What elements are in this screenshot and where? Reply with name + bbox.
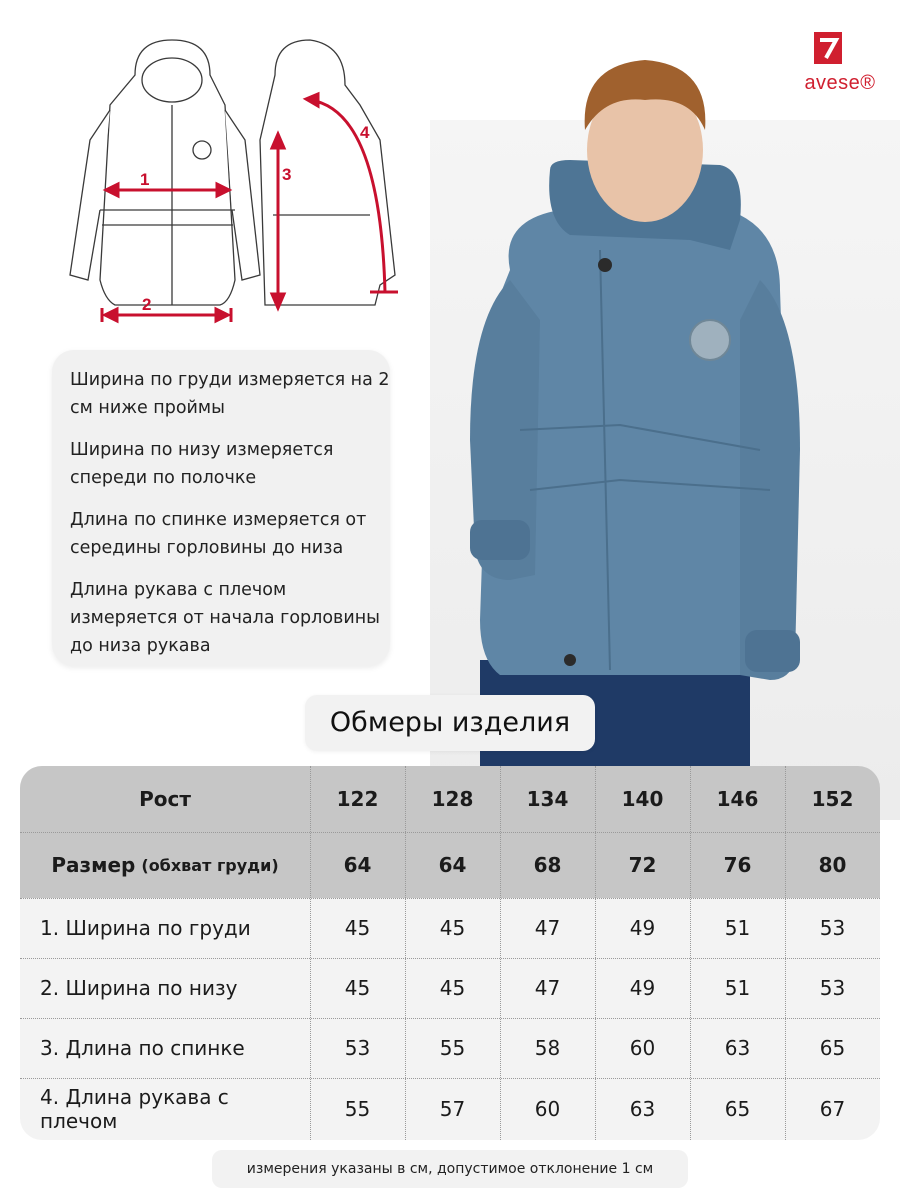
- row-label: 2. Ширина по низу: [40, 976, 238, 1000]
- table-cell: 60: [629, 1036, 656, 1060]
- grid-line: [310, 766, 311, 1140]
- grid-line: [20, 1078, 880, 1079]
- diagram-label-4: 4: [360, 123, 370, 142]
- table-cell: 134: [526, 787, 569, 811]
- table-cell: 51: [724, 916, 751, 940]
- size-label: Размер: [51, 853, 136, 877]
- table-cell: 47: [534, 916, 561, 940]
- table-cell: 53: [819, 916, 846, 940]
- table-cell: 45: [439, 916, 466, 940]
- table-cell: 146: [716, 787, 759, 811]
- product-photo: [440, 20, 820, 780]
- grid-line: [690, 766, 691, 1140]
- table-cell: 60: [534, 1097, 561, 1121]
- table-cell: 140: [621, 787, 664, 811]
- grid-line: [595, 766, 596, 1140]
- grid-line: [500, 766, 501, 1140]
- table-cell: 63: [724, 1036, 751, 1060]
- table-cell: 55: [344, 1097, 371, 1121]
- size-table: [20, 766, 880, 1140]
- table-cell: 49: [629, 976, 656, 1000]
- note-sleeve-length: Длина рукава с плечом измеряется от начала горловины до низа рукава: [70, 580, 380, 656]
- table-cell: 58: [534, 1036, 561, 1060]
- badge-icon: [690, 320, 730, 360]
- table-cell: 55: [439, 1036, 466, 1060]
- table-cell: 45: [439, 976, 466, 1000]
- table-row: [20, 958, 880, 1018]
- diagram-label-3: 3: [282, 165, 292, 184]
- grid-line: [405, 766, 406, 1140]
- brand-logo-icon: [812, 30, 844, 66]
- table-cell: 53: [819, 976, 846, 1000]
- table-cell: 65: [819, 1036, 846, 1060]
- size-sublabel: (обхват груди): [141, 855, 279, 875]
- height-label: Рост: [139, 787, 191, 811]
- size-label-cell: [20, 832, 310, 898]
- table-cell: 80: [818, 853, 847, 877]
- table-cell: 65: [724, 1097, 751, 1121]
- table-cell: 47: [534, 976, 561, 1000]
- measurement-diagram: [60, 30, 420, 340]
- table-cell: 122: [336, 787, 379, 811]
- grid-line: [785, 766, 786, 1140]
- grid-line: [20, 958, 880, 959]
- table-cell: 57: [439, 1097, 466, 1121]
- table-row-height: [20, 766, 880, 832]
- table-row-size: [20, 832, 880, 898]
- table-cell: 68: [533, 853, 562, 877]
- note-chest: Ширина по груди измеряется на 2 см ниже проймы: [70, 370, 390, 418]
- table-cell: 45: [344, 976, 371, 1000]
- grid-line: [20, 832, 880, 833]
- measurement-notes: [52, 350, 390, 666]
- table-cell: 67: [819, 1097, 846, 1121]
- table-cell: 45: [344, 916, 371, 940]
- table-cell: 63: [629, 1097, 656, 1121]
- grid-line: [20, 898, 880, 899]
- table-cell: 128: [431, 787, 474, 811]
- table-cell: 53: [344, 1036, 371, 1060]
- table-cell: 64: [343, 853, 372, 877]
- table-row: [20, 1078, 880, 1140]
- note-back-length: Длина по спинке измеряется от середины горловины до низа: [70, 510, 367, 558]
- table-cell: 64: [438, 853, 467, 877]
- diagram-label-1: 1: [140, 170, 150, 189]
- table-row: [20, 1018, 880, 1078]
- row-label: 1. Ширина по груди: [40, 916, 251, 940]
- table-cell: 152: [811, 787, 854, 811]
- note-hem: Ширина по низу измеряется спереди по полочке: [70, 440, 334, 488]
- section-title: Обмеры изделия: [305, 695, 595, 751]
- diagram-label-2: 2: [142, 295, 152, 314]
- grid-line: [20, 1018, 880, 1019]
- table-cell: 51: [724, 976, 751, 1000]
- row-label: 4. Длина рукава с плечом: [40, 1085, 229, 1133]
- table-row: [20, 898, 880, 958]
- table-cell: 76: [723, 853, 752, 877]
- table-cell: 72: [628, 853, 657, 877]
- brand-logo: [790, 30, 890, 100]
- row-label: 3. Длина по спинке: [40, 1036, 245, 1060]
- brand-name: avese®: [804, 72, 876, 94]
- table-cell: 49: [629, 916, 656, 940]
- tolerance-note: измерения указаны в см, допустимое отклонение 1 см: [212, 1150, 688, 1188]
